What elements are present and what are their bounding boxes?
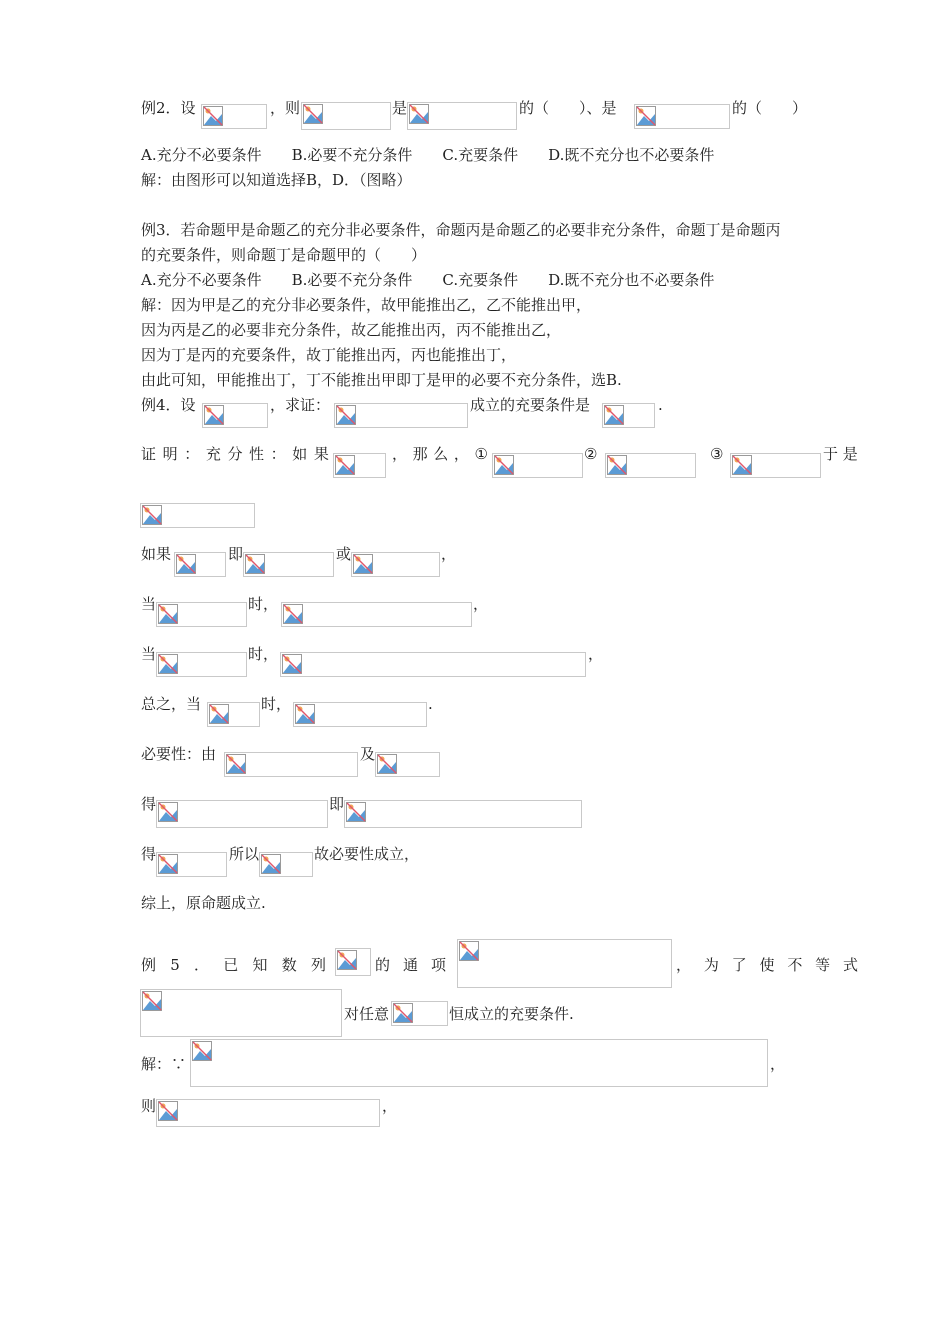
circle-three: ③ bbox=[710, 445, 724, 463]
formula-image bbox=[202, 403, 268, 428]
formula-image bbox=[344, 800, 582, 828]
ex3-sol1: 解：因为甲是乙的充分非必要条件，故甲能推出乙，乙不能推出甲， bbox=[141, 296, 592, 314]
formula-image bbox=[156, 1099, 380, 1127]
proof-heading: 证 明 ： 充 分 性 ： 如 果 bbox=[141, 445, 329, 463]
ex5-solution: 解：∵ bbox=[141, 1055, 187, 1073]
proof-text: 当 bbox=[141, 645, 157, 663]
formula-image bbox=[391, 1001, 448, 1026]
ex3-line2: 的充要条件，则命题丁是命题甲的（ ） bbox=[141, 246, 427, 264]
formula-image bbox=[156, 652, 247, 677]
ex5-text: 对任意 bbox=[344, 1005, 390, 1023]
formula-image bbox=[457, 939, 672, 988]
ex3-sol2: 因为丙是乙的必要非充分条件，故乙能推出丙，丙不能推出乙， bbox=[141, 321, 562, 339]
ex4-text: 成立的充要条件是 bbox=[470, 396, 591, 414]
formula-image bbox=[605, 453, 696, 478]
ex5-text: ， bbox=[382, 1097, 398, 1115]
formula-image bbox=[375, 752, 440, 777]
proof-text: ， bbox=[441, 545, 457, 563]
proof-text: 即 bbox=[228, 545, 244, 563]
proof-text: 当 bbox=[141, 595, 157, 613]
ex4-text: . bbox=[658, 396, 663, 414]
proof-text: 故必要性成立， bbox=[314, 845, 420, 863]
formula-image bbox=[334, 403, 468, 428]
formula-image bbox=[259, 852, 313, 877]
ex5-text: 则 bbox=[141, 1097, 157, 1115]
ex5-text: 的 通 项 bbox=[375, 956, 446, 974]
formula-image bbox=[280, 652, 586, 677]
ex3-sol4: 由此可知，甲能推出丁，丁不能推出甲即丁是甲的必要不充分条件，选B. bbox=[141, 371, 622, 389]
proof-text: . bbox=[428, 695, 433, 713]
proof-text: 所以 bbox=[229, 845, 260, 863]
proof-text: 得 bbox=[141, 845, 157, 863]
formula-image bbox=[174, 552, 226, 577]
ex3-line1: 例3．若命题甲是命题乙的充分非必要条件，命题丙是命题乙的必要非充分条件，命题丁是命题丙 bbox=[141, 221, 781, 239]
formula-image bbox=[243, 552, 334, 577]
proof-text: 得 bbox=[141, 795, 157, 813]
formula-image bbox=[730, 453, 821, 478]
ex2-solution: 解：由图形可以知道选择B，D．（图略） bbox=[141, 171, 412, 189]
formula-image bbox=[351, 552, 440, 577]
formula-image bbox=[492, 453, 583, 478]
ex2-text: ，则 bbox=[270, 99, 301, 117]
proof-text: 或 bbox=[336, 545, 352, 563]
ex2-label: 例2．设 bbox=[141, 99, 196, 117]
formula-image bbox=[156, 800, 328, 828]
proof-text: ， 那 么 ， ① bbox=[392, 445, 488, 463]
ex5-text: 恒成立的充要条件. bbox=[449, 1005, 574, 1023]
proof-text: 时， bbox=[248, 645, 279, 663]
ex4-text: ，求证： bbox=[270, 396, 331, 414]
formula-image bbox=[156, 602, 247, 627]
ex2-text: 的（ ）、是 bbox=[519, 99, 617, 117]
formula-image bbox=[140, 503, 255, 528]
formula-image bbox=[602, 403, 655, 428]
formula-image bbox=[201, 104, 267, 129]
proof-text: 即 bbox=[329, 795, 345, 813]
ex2-text: 的（ ） bbox=[732, 99, 808, 117]
proof-text: 于 是 bbox=[823, 445, 858, 463]
ex5-text: ， bbox=[770, 1055, 786, 1073]
formula-image bbox=[224, 752, 358, 777]
formula-image bbox=[281, 602, 472, 627]
proof-text: 必要性：由 bbox=[141, 745, 217, 763]
formula-image bbox=[190, 1039, 768, 1087]
proof-text: 总之，当 bbox=[141, 695, 202, 713]
formula-image bbox=[335, 948, 371, 976]
formula-image bbox=[293, 702, 427, 727]
formula-image bbox=[333, 453, 386, 478]
ex2-options: A.充分不必要条件 B.必要不充分条件 C.充要条件 D.既不充分也不必要条件 bbox=[141, 146, 715, 164]
proof-text: 及 bbox=[360, 745, 376, 763]
proof-text: ， bbox=[588, 645, 604, 663]
proof-conclusion: 综上，原命题成立. bbox=[141, 894, 266, 912]
ex5-label: 例 5 ． 已 知 数 列 bbox=[141, 956, 326, 974]
ex3-sol3: 因为丁是丙的充要条件，故丁能推出丙，丙也能推出丁， bbox=[141, 346, 517, 364]
formula-image bbox=[207, 702, 260, 727]
ex3-options: A.充分不必要条件 B.必要不充分条件 C.充要条件 D.既不充分也不必要条件 bbox=[141, 271, 715, 289]
formula-image bbox=[156, 852, 227, 877]
ex2-text: 是 bbox=[392, 99, 408, 117]
formula-image bbox=[140, 989, 342, 1037]
circle-two: ② bbox=[584, 445, 598, 463]
proof-text: ， bbox=[473, 595, 489, 613]
ex5-text: ， 为 了 使 不 等 式 bbox=[676, 956, 858, 974]
formula-image bbox=[634, 104, 730, 129]
formula-image bbox=[407, 102, 517, 130]
proof-text: 如果 bbox=[141, 545, 172, 563]
proof-text: 时， bbox=[261, 695, 292, 713]
formula-image bbox=[301, 102, 391, 130]
proof-text: 时， bbox=[248, 595, 279, 613]
ex4-label: 例4．设 bbox=[141, 396, 196, 414]
